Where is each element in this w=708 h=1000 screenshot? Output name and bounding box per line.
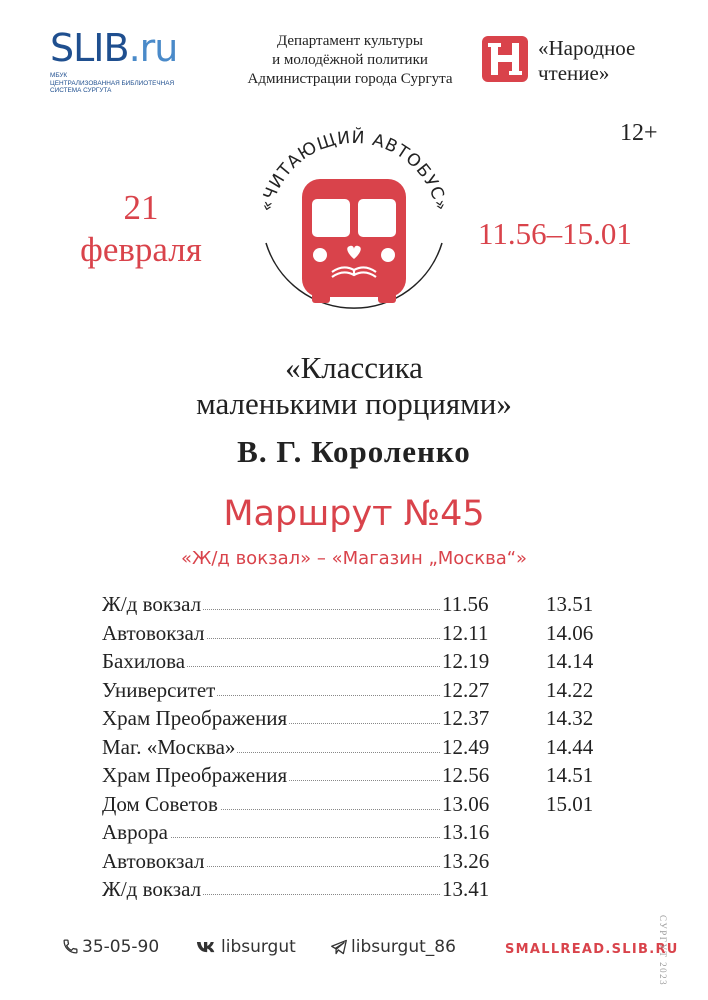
phone-number: 35-05-90	[82, 937, 160, 957]
stop-name: Маг. «Москва»	[102, 734, 236, 759]
schedule-row	[102, 875, 622, 904]
reading-bus-emblem	[248, 115, 460, 327]
slib-logo	[50, 28, 185, 93]
event-title	[104, 350, 604, 422]
event-date-day: 21	[123, 188, 159, 227]
narodnoe-chtenie-logo	[482, 36, 528, 82]
departure-time-2: 15.01	[546, 791, 594, 816]
event-title-line: «Классика	[285, 350, 423, 385]
schedule-row	[102, 847, 622, 876]
departure-time-2: 13.51	[546, 592, 594, 616]
department-line: и молодёжной политики	[272, 52, 428, 68]
departure-time-2: 14.32	[546, 706, 594, 730]
telegram-handle: libsurgut_86	[351, 937, 456, 957]
slib-logo-subtitle: МБУК ЦЕНТРАЛИЗОВАННАЯ БИБЛИОТЕЧНАЯ СИСТЕМА СУРГУТА	[50, 72, 175, 94]
author-name: В. Г. Короленко	[237, 434, 471, 469]
departure-time-2: 14.22	[546, 677, 594, 702]
departure-time-1: 12.19	[442, 649, 490, 673]
schedule-row	[102, 676, 622, 705]
partner-name	[538, 36, 635, 86]
schedule-row	[102, 761, 622, 790]
event-date-month: февраля	[80, 230, 202, 269]
departure-time-2: 14.44	[546, 734, 594, 759]
stop-name: Автовокзал	[102, 620, 205, 645]
telegram-contact[interactable]	[330, 937, 456, 957]
stop-name: Аврора	[102, 820, 168, 844]
website-link[interactable]: SMALLREAD.SLIB.RU	[505, 942, 679, 957]
schedule-row	[102, 590, 622, 619]
stop-name: Ж/д вокзал	[102, 592, 202, 616]
departure-time-1: 12.56	[442, 763, 490, 787]
stop-name: Ж/д вокзал	[102, 877, 202, 901]
narodnoe-chtenie-icon	[482, 36, 528, 82]
route-subtitle: «Ж/д вокзал» – «Магазин „Москва“»	[180, 548, 528, 569]
stop-name: Автовокзал	[102, 848, 205, 873]
departure-time-1: 13.16	[442, 820, 490, 844]
schedule-row	[102, 733, 622, 762]
departure-time-1: 12.49	[442, 734, 490, 759]
departure-time-2: 14.51	[546, 763, 594, 787]
schedule-row	[102, 790, 622, 819]
age-rating: 12+	[620, 120, 658, 146]
partner-line: чтение»	[538, 61, 610, 85]
route-title: Маршрут №45	[223, 494, 485, 534]
vk-handle: libsurgut	[221, 937, 296, 957]
department-line: Администрации города Сургута	[247, 71, 453, 87]
side-note: СУРГУТ 2023	[658, 915, 668, 987]
schedule-row	[102, 704, 622, 733]
departure-time-1: 13.41	[442, 877, 490, 901]
schedule-row	[102, 818, 622, 847]
slib-logo-mark: SLIB	[50, 26, 129, 70]
bus-icon	[302, 179, 406, 303]
slib-logo-ru: .ru	[128, 26, 178, 70]
event-title-line: маленькими порциями»	[196, 386, 512, 421]
department-name	[200, 32, 500, 89]
telegram-icon	[330, 939, 348, 955]
vk-icon	[196, 940, 218, 955]
event-time-range: 11.56–15.01	[478, 216, 632, 251]
stop-name: Бахилова	[102, 649, 186, 673]
emblem-arc-text: «ЧИТАЮЩИЙ АВТОБУС»	[256, 127, 452, 214]
departure-time-2: 14.06	[546, 620, 594, 645]
departure-time-1: 12.27	[442, 677, 490, 702]
departure-time-1: 11.56	[442, 592, 489, 616]
stop-name: Храм Преображения	[102, 763, 288, 787]
vk-contact[interactable]	[196, 937, 296, 957]
department-line: Департамент культуры	[276, 33, 424, 49]
phone-icon	[62, 938, 79, 955]
departure-time-2: 14.14	[546, 649, 594, 673]
schedule-table	[102, 590, 622, 904]
stop-name: Храм Преображения	[102, 706, 288, 730]
phone-contact[interactable]	[62, 937, 159, 957]
departure-time-1: 12.11	[442, 620, 489, 645]
schedule-row	[102, 619, 622, 648]
schedule-row	[102, 647, 622, 676]
departure-time-1: 13.06	[442, 791, 490, 816]
departure-time-1: 12.37	[442, 706, 490, 730]
stop-name: Дом Советов	[102, 791, 218, 816]
stop-name: Университет	[102, 677, 216, 702]
partner-line: «Народное	[538, 36, 636, 60]
departure-time-1: 13.26	[442, 848, 490, 873]
